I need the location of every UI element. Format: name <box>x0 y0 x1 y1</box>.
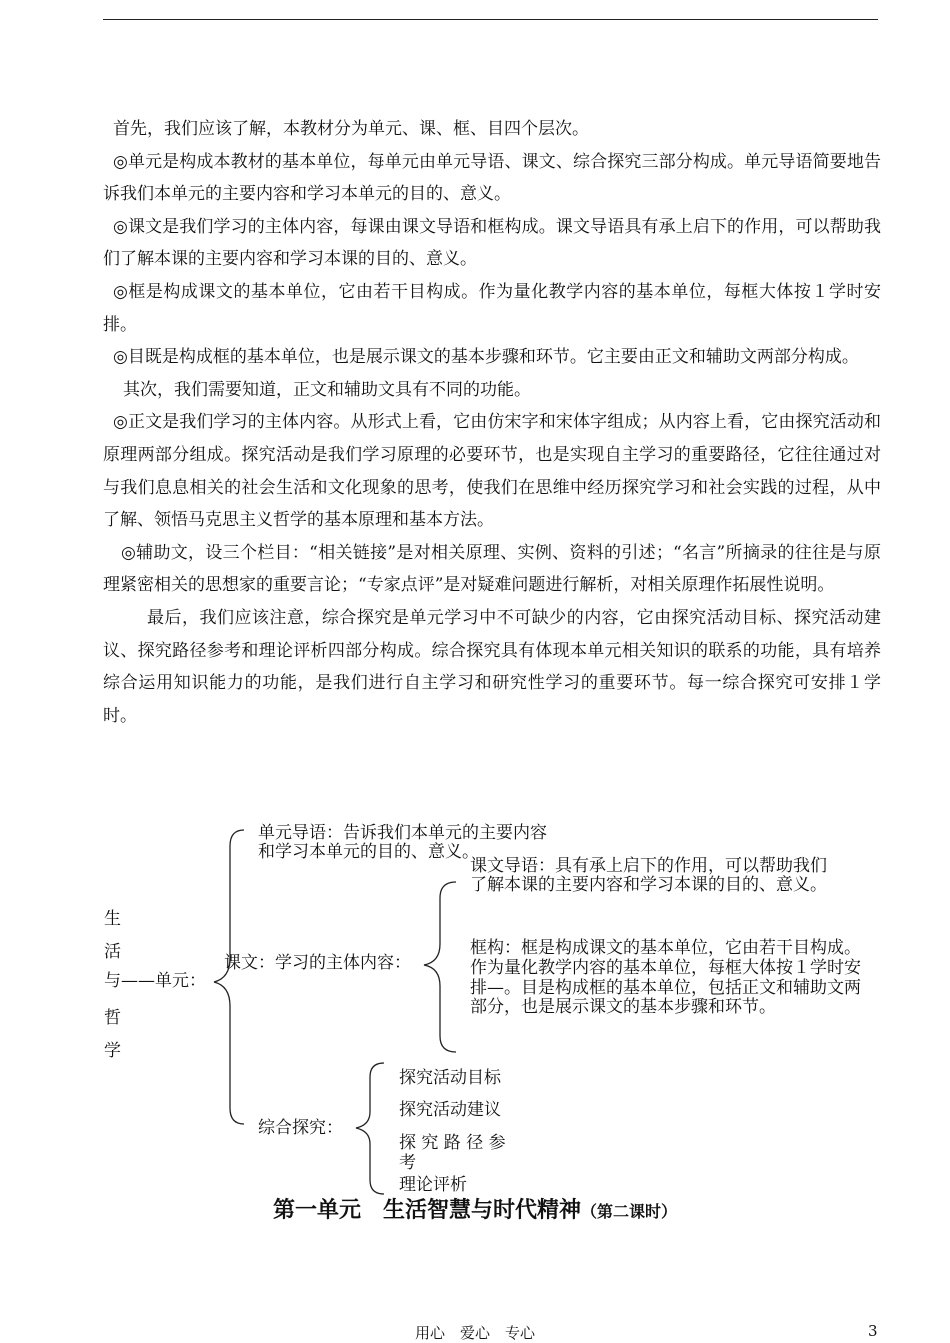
paragraph: ◎目既是构成框的基本单位，也是展示课文的基本步骤和环节。它主要由正文和辅助文两部分构成。 <box>113 347 859 368</box>
inquiry-label: 综合探究： <box>258 1118 343 1138</box>
paragraph: ◎课文是我们学习的主体内容，每课由课文导语和框构成。课文导语具有承上启下的作用，可以帮助我们了解本课的主要内容和学习本课的目的、意义。 <box>103 216 881 270</box>
unit-connector: ——单元： <box>121 971 206 991</box>
unit-intro-line: 和学习本单元的目的、意义。 <box>258 842 479 862</box>
frame-desc-line: 框构：框是构成课文的基本单位，它由若干目构成。 <box>470 938 861 958</box>
page-number: 3 <box>868 1322 878 1340</box>
root-row <box>104 971 206 991</box>
root-char: 哲 <box>104 1008 121 1028</box>
paragraph: 其次，我们需要知道，正文和辅助文具有不同的功能。 <box>123 379 531 400</box>
root-char: 活 <box>104 942 121 962</box>
frame-desc-line: 排—。目是构成框的基本单位，包括正文和辅助文两 <box>470 978 861 998</box>
section-title <box>0 1193 950 1224</box>
inquiry-item: 考 <box>399 1153 416 1173</box>
lesson-intro-line: 了解本课的主要内容和学习本课的目的、意义。 <box>470 875 827 895</box>
root-char: 学 <box>104 1041 121 1061</box>
title-sub: （第二课时） <box>581 1202 678 1221</box>
paragraph: 最后，我们应该注意，综合探究是单元学习中不可缺少的内容，它由探究活动目标、探究活动建议、探究路径参考和理论评析四部分构成。综合探究具有体现本单元相关知识的联系的功能，具有培养综合运用知识能力的功能，是我们进行自主学习和研究性学习的重要环节。每一综合探究可安排１学时。 <box>103 607 881 726</box>
paragraph: ◎单元是构成本教材的基本单位，每单元由单元导语、课文、综合探究三部分构成。单元导语简要地告诉我们本单元的主要内容和学习本单元的目的、意义。 <box>103 151 881 205</box>
root-char: 与 <box>104 971 121 991</box>
paragraph: ◎辅助文，设三个栏目：“相关链接”是对相关原理、实例、资料的引述；“名言”所摘录的往往是与原理紧密相关的思想家的重要言论；“专家点评”是对疑难问题进行解析，对相关原理作拓展性说明。 <box>103 542 881 596</box>
paragraph: 首先，我们应该了解，本教材分为单元、课、框、目四个层次。 <box>113 119 589 139</box>
inquiry-item: 探究活动目标 <box>399 1068 501 1088</box>
root-char: 生 <box>104 909 121 929</box>
lesson-label: 课文：学习的主体内容： <box>224 953 411 973</box>
footer-text: 用心 爱心 专心 <box>414 1324 535 1342</box>
frame-desc-line: 部分，也是展示课文的基本步骤和环节。 <box>470 997 776 1017</box>
main-brace <box>214 830 244 1124</box>
inquiry-item: 探 究 路 径 参 <box>399 1133 506 1153</box>
paragraph: ◎框是构成课文的基本单位，它由若干目构成。作为量化教学内容的基本单位，每框大体按１学时安排。 <box>103 281 881 335</box>
paragraph: ◎正文是我们学习的主体内容。从形式上看，它由仿宋字和宋体字组成；从内容上看，它由探究活动和原理两部分组成。探究活动是我们学习原理的必要环节，也是实现自主学习的重要路径，它往往通过对与我们息息相关的社会生活和文化现象的思考，使我们在思维中经历探究学习和社会实践的过程，从中了解、领悟马克思主义哲学的基本原理和基本方法。 <box>103 412 881 531</box>
inquiry-item: 理论评析 <box>399 1175 467 1195</box>
frame-desc-line: 作为量化教学内容的基本单位，每框大体按１学时安 <box>470 958 861 978</box>
inquiry-item: 探究活动建议 <box>399 1100 501 1120</box>
inquiry-brace <box>356 1063 384 1194</box>
unit-intro-line: 单元导语：告诉我们本单元的主要内容 <box>258 823 547 843</box>
lesson-brace <box>424 882 456 1052</box>
title-main: 第一单元 生活智慧与时代精神 <box>272 1198 581 1223</box>
lesson-intro-line: 课文导语：具有承上启下的作用，可以帮助我们 <box>470 856 827 876</box>
